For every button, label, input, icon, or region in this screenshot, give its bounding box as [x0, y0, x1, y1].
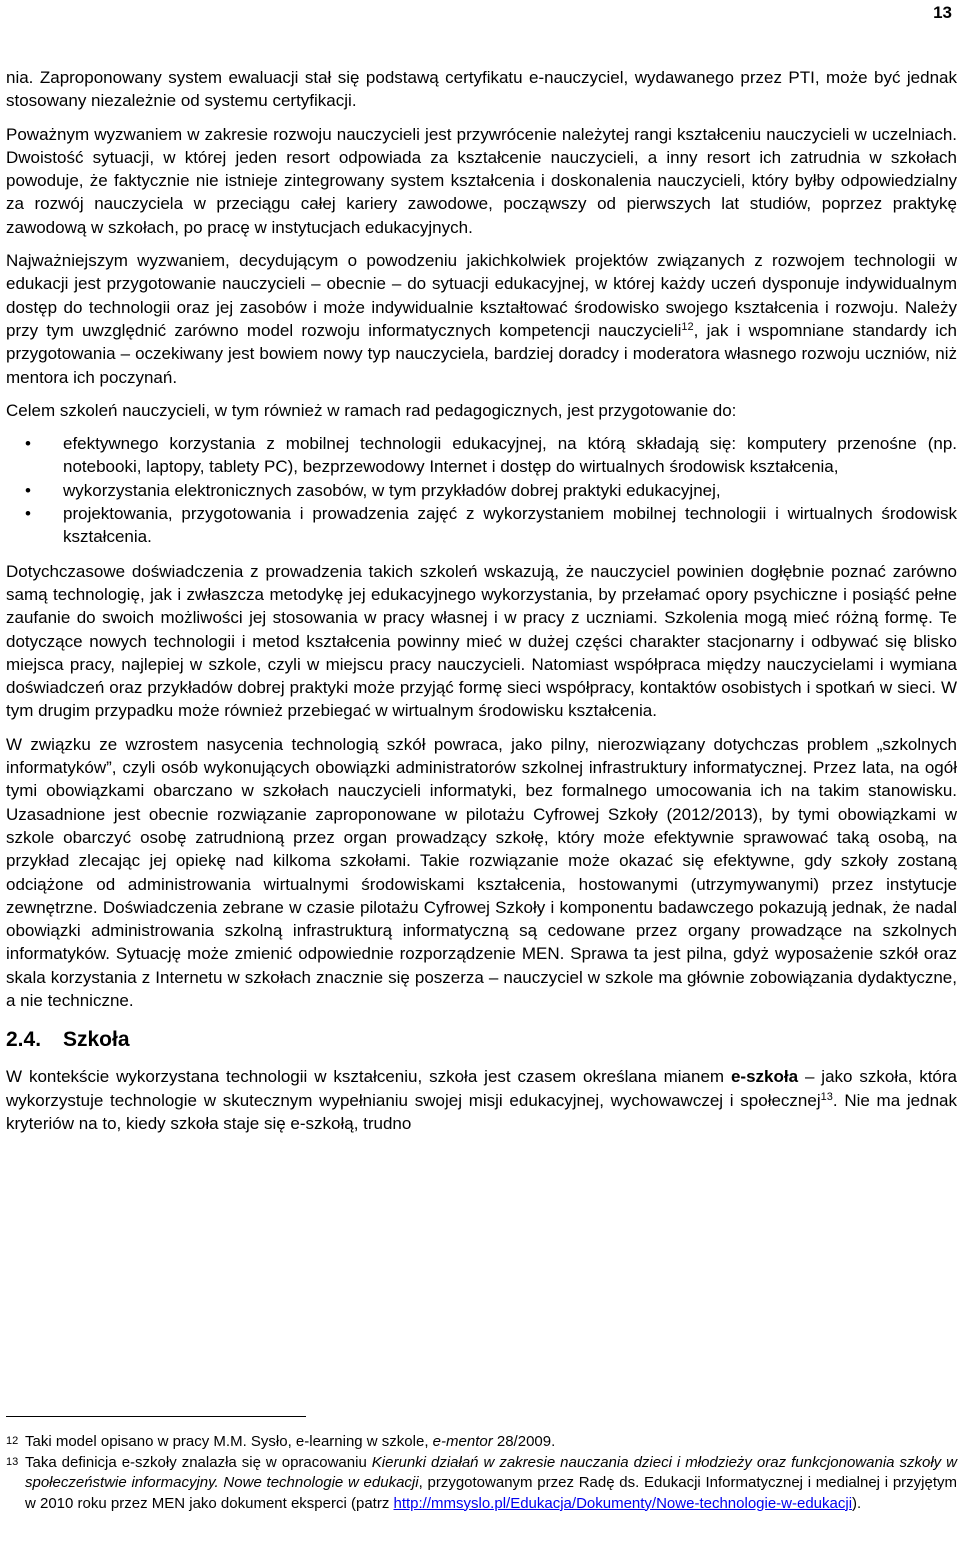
paragraph-4: Celem szkoleń nauczycieli, w tym również w ramach rad pedagogicznych, jest przygotowanie do:	[6, 400, 737, 420]
footnote-ref-13[interactable]: 13	[820, 1090, 833, 1103]
paragraph-5: Dotychczasowe doświadczenia z prowadzenia takich szkoleń wskazują, że nauczyciel powinien dogłębnie poznać zarówno samą technologię, jak i zwłaszcza metodykę jej edukacyjnego wykorzystania, by przełamać opory psychiczne i posiąść pełne zaufanie do swoich możliwości jej stosowania w pracy własnej i w pracy z uczniami. Szkolenia mogą mieć różną formę. Te dotyczące nowych technologii i metod kształcenia powinny mieć w dużej części charakter stacjonarny i odbywać się blisko miejsca pracy, najlepiej w szkole, czyli w miejscu pracy nauczycieli. Natomiast współpraca między nauczycielami i wymiana doświadczeń oraz przykładów dobrej praktyki może przyjąć formę sieci współpracy, kontaktów osobistych i spotkań w sieci. W tym drugim przypadku może również przebiegać w wirtualnym środowisku kształcenia.	[6, 561, 957, 721]
paragraph-6: W związku ze wzrostem nasycenia technologią szkół powraca, jako pilny, nierozwiązany dotychczas problem „szkolnych informatyków”, czyli osób wykonujących obowiązki administratorów szkolnej infrastruktury informatycznej. Przez lata, na ogół tymi obowiązkami obarczano w szkołach nauczycieli informatyki, bez formalnego umocowania ich na takim stanowisku. Uzasadnione jest obecnie rozwiązanie zaproponowane w pilotażu Cyfrowej Szkoły (2012/2013), by tymi obowiązkami w szkole obarczyć osobę zatrudnioną przez organ prowadzący szkołę, który może efektywnie sprawować taką osobą, na przykład zlecając jej opiekę nad kilkoma szkołami. Takie rozwiązanie może okazać się efektywne, gdy szkoły zostaną odciążone od administrowania wirtualnymi środowiskami kształcenia, hostowanymi (utrzymywanymi) przez instytucje zewnętrzne. Doświadczenia zebrane w czasie pilotażu Cyfrowej Szkoły i komponentu badawczego pokazują jednak, że nadal obowiązki administrowania szkolną infrastrukturą informatyczną są cedowane przez organy prowadzące na szkolnych informatyków. Sytuację może zmienić odpowiednie rozporządzenie MEN. Sprawa ta jest pilna, gdyż wyposażenie szkół oraz skala korzystania z Internetu w szkołach znacznie się poszerza – nauczyciel w szkole ma głównie zobowiązania dydaktyczne, a nie techniczne.	[6, 734, 957, 1010]
footnote-12-text-a: Taki model opisano w pracy M.M. Sysło, e-learning w szkole,	[25, 1433, 433, 1450]
footnote-12-italic: e-mentor	[432, 1433, 493, 1450]
paragraph-7-text-a: W kontekście wykorzystana technologii w kształceniu, szkoła jest czasem określana mianem	[6, 1067, 731, 1087]
footnote-13-text-a: Taka definicja e-szkoły znalazła się w opracowaniu	[25, 1453, 372, 1471]
bullet-item: • efektywnego korzystania z mobilnej technologii edukacyjnej, na którą składają się: komputery przenośne (np. notebooki, laptopy, tablety PC), bezprzewodowy Internet i dostęp do wirtualnych środowisk kształcenia,	[63, 432, 957, 479]
footnote-13	[6, 1453, 957, 1515]
paragraph-3-text-a: Najważniejszym wyzwaniem, decydującym o powodzeniu jakichkolwiek projektów związanych z rozwojem technologii w edukacji jest przygotowanie nauczycieli – obecnie – do sytuacji edukacyjnej, w której każdy uczeń dysponuje indywidualnym dostęp do technologii oraz jej zasobów i może indywidualnie kształtować środowisko swojego kształcenia i rozwoju. Należy przy tym uwzględnić zarówno model rozwoju informatycznych kompetencji nauczycieli	[6, 251, 957, 340]
footnote-13-text-c: ).	[852, 1494, 862, 1512]
section-title: Szkoła	[63, 1028, 130, 1052]
document-body	[6, 66, 957, 1145]
paragraph-1: nia. Zaproponowany system ewaluacji stał się podstawą certyfikatu e-nauczyciel, wydawanego przez PTI, może być jednak stosowany niezależnie od systemu certyfikacji.	[6, 68, 957, 111]
footnote-13-link[interactable]: http://mmsyslo.pl/Edukacja/Dokumenty/Nowe-technologie-w-edukacji	[393, 1494, 853, 1512]
e-szkola-term: e-szkoła	[730, 1067, 799, 1087]
footnote-12-text-b: 28/2009.	[492, 1433, 556, 1450]
paragraph-3	[6, 249, 957, 389]
paragraph-7-text-c: . Nie ma jednak kryteriów na to, kiedy szkoła staje się e-szkołą, trudno	[6, 1090, 957, 1133]
bullet-list	[6, 432, 957, 548]
bullet-item: • projektowania, przygotowania i prowadzenia zajęć z wykorzystaniem mobilnej technologii i wirtualnych środowisk kształcenia.	[63, 502, 957, 549]
footnote-separator	[6, 1416, 306, 1417]
footnote-13-text-b: , przygotowanym przez Radę ds. Edukacji Informatycznej i medialnej i przyjętym w 2010 roku przez MEN jako dokument eksperci (patrz	[25, 1474, 957, 1512]
footnote-12-number: 12	[6, 1435, 19, 1447]
paragraph-7	[6, 1065, 957, 1135]
footnote-12	[6, 1432, 957, 1453]
footnotes	[6, 1432, 957, 1514]
paragraph-7-text-b: – jako szkoła, która wykorzystuje technologie w skutecznym wypełnianiu swojej misji edukacyjnej, wychowawczej i społecznej	[6, 1067, 957, 1110]
paragraph-2: Poważnym wyzwaniem w zakresie rozwoju nauczycieli jest przywrócenie należytej rangi kształceniu nauczycieli w uczelniach. Dwoistość sytuacji, w której jeden resort odpowiada za kształcenie nauczycieli, a inny resort ich zatrudnia w szkołach powoduje, że faktycznie nie istnieje zintegrowany system kształcenia i doskonalenia nauczycieli, który byłby odpowiedzialny za rozwój nauczyciela w przeciągu całej kariery zawodowe, począwszy od pierwszych lat studiów, poprzez praktykę zawodową w szkołach, po pracę w instytucjach edukacyjnych.	[6, 124, 957, 237]
footnote-13-italic: Kierunki działań w zakresie nauczania dzieci i młodzieży oraz funkcjonowania szkoły w społeczeństwie informacyjny. Nowe technologie w edukacji	[25, 1453, 957, 1491]
footnote-ref-12[interactable]: 12	[681, 320, 694, 333]
page-number: 13	[933, 3, 952, 22]
bullet-item: • wykorzystania elektronicznych zasobów, w tym przykładów dobrej praktyki edukacyjnej,	[63, 479, 957, 502]
paragraph-3-text-b: , jak i wspomniane standardy ich przygotowania – oczekiwany jest bowiem nowy typ nauczyciela, bardziej doradcy i moderatora własnego rozwoju uczniów, niż mentora ich poczynań.	[6, 320, 957, 387]
section-number: 2.4.	[6, 1028, 42, 1052]
footnote-13-number: 13	[6, 1455, 19, 1468]
section-heading	[6, 1027, 957, 1053]
